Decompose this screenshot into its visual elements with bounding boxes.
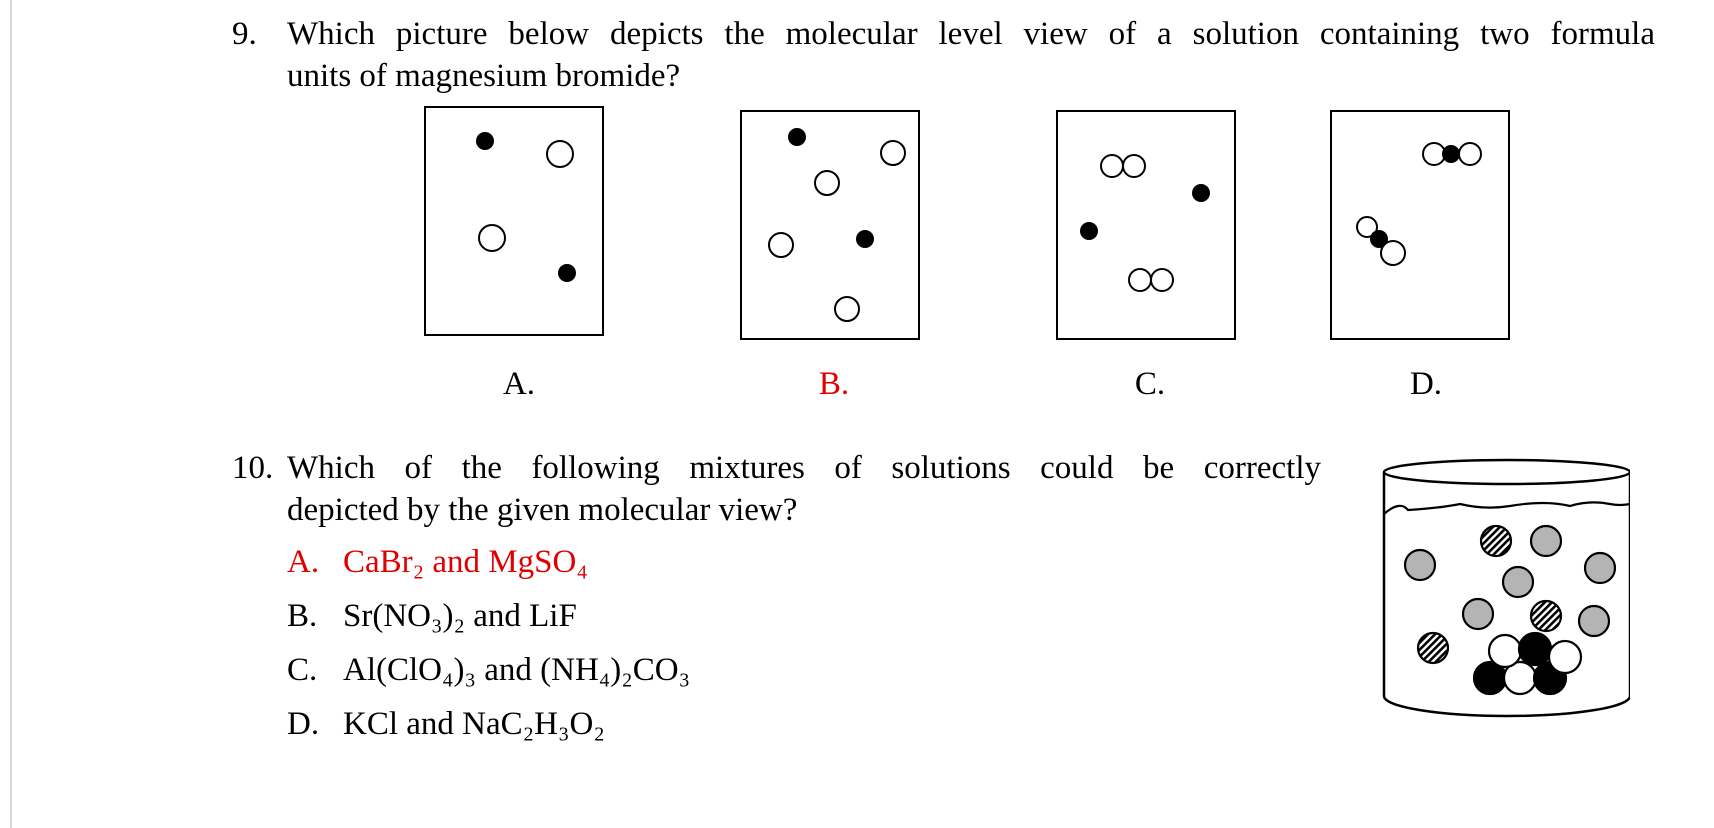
light-ion <box>768 232 794 258</box>
dark-ion <box>1080 222 1098 240</box>
choice-d-picture <box>1330 110 1510 340</box>
option-b <box>287 596 577 636</box>
choice-b-label: B. <box>818 366 850 402</box>
question-text-line-2: units of magnesium bromide? <box>287 58 681 94</box>
option-letter: C. <box>287 652 318 688</box>
light-ion <box>880 140 906 166</box>
question-text-line-1: Which of the following mixtures of solutions could be correctly <box>287 450 1321 486</box>
option-letter: A. <box>287 544 320 580</box>
option-d <box>287 704 605 744</box>
option-letter: B. <box>287 598 318 634</box>
choice-d-label: D. <box>1409 366 1443 402</box>
question-text-line-2: depicted by the given molecular view? <box>287 492 798 528</box>
light-ion <box>1128 268 1152 292</box>
gray-ion <box>1405 550 1435 580</box>
option-letter: D. <box>287 706 320 742</box>
question-number: 10. <box>232 450 274 486</box>
dark-ion <box>476 132 494 150</box>
light-ion <box>1458 142 1482 166</box>
choice-c-label: C. <box>1134 366 1166 402</box>
light-ion <box>1380 240 1406 266</box>
light-ion <box>478 224 506 252</box>
gray-ion <box>1579 606 1609 636</box>
light-ion <box>546 140 574 168</box>
dark-ion <box>558 264 576 282</box>
light-ion <box>834 296 860 322</box>
white-ion <box>1489 635 1521 667</box>
gray-ion <box>1585 553 1615 583</box>
dark-ion <box>856 230 874 248</box>
question-number: 9. <box>232 16 257 52</box>
choice-b-picture <box>740 110 920 340</box>
black-ion <box>1519 633 1551 665</box>
beaker-rim <box>1384 460 1630 484</box>
option-text: KCl and NaC₂H₃O₂ <box>343 706 605 742</box>
white-ion <box>1549 641 1581 673</box>
question-text-line-1: Which picture below depicts the molecular level view of a solution containing two formula <box>287 16 1655 52</box>
gray-ion <box>1503 567 1533 597</box>
light-ion <box>1122 154 1146 178</box>
hatched-ion <box>1531 601 1561 631</box>
page-left-edge <box>10 0 12 828</box>
option-text: CaBr₂ and MgSO₄ <box>343 544 588 580</box>
light-ion <box>1150 268 1174 292</box>
option-text: Sr(NO₃)₂ and LiF <box>343 598 577 634</box>
choice-c-picture <box>1056 110 1236 340</box>
gray-ion <box>1463 599 1493 629</box>
hatched-ion <box>1418 633 1448 663</box>
choice-a-picture <box>424 106 604 336</box>
dark-ion <box>788 128 806 146</box>
option-a <box>287 542 588 582</box>
hatched-ion <box>1481 526 1511 556</box>
light-ion <box>1100 154 1124 178</box>
option-text: Al(ClO₄)₃ and (NH₄)₂CO₃ <box>343 652 691 688</box>
light-ion <box>814 170 840 196</box>
beaker-molecular-view <box>1370 450 1630 730</box>
choice-a-label: A. <box>502 366 536 402</box>
dark-ion <box>1192 184 1210 202</box>
option-c <box>287 650 690 690</box>
gray-ion <box>1531 526 1561 556</box>
